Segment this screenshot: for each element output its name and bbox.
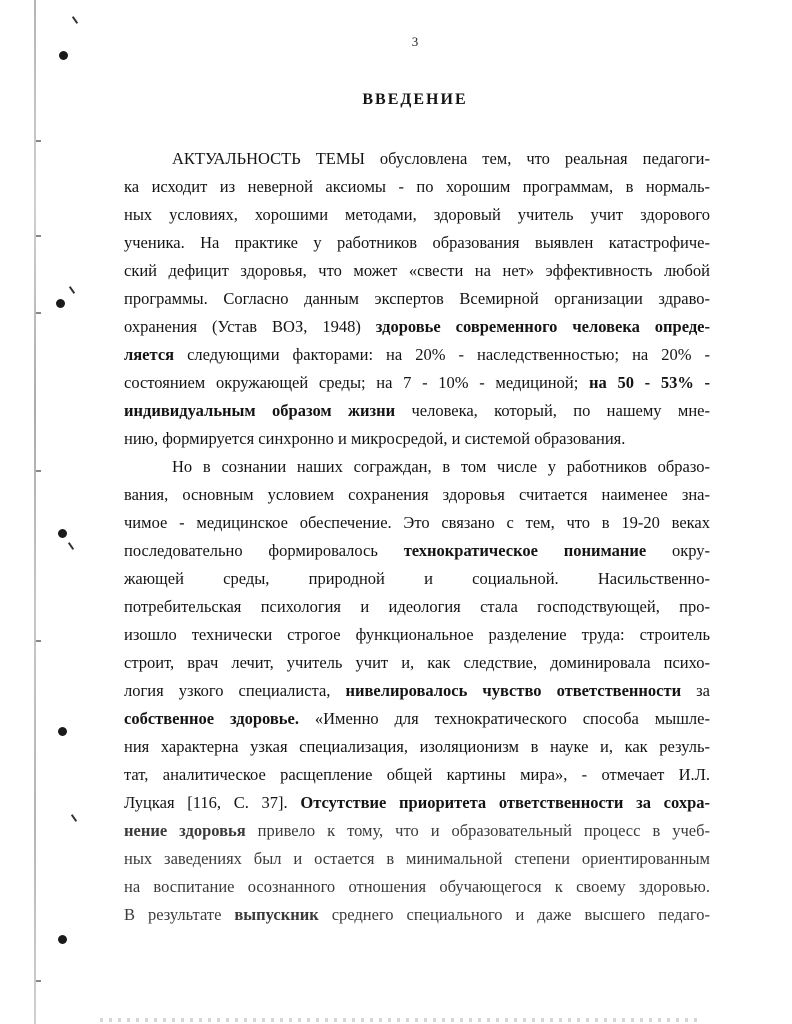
bold-phrase: нивелировалось чувство ответственности [345,681,682,700]
edge-mark [36,470,41,472]
text-line: строит, врач лечит, учитель учит и, как следствие, доминировала психо- [124,653,710,672]
text-line: вания, основным условием сохранения здоровья считается наименее зна- [124,485,710,504]
scan-artifact [100,1018,700,1022]
text-line: АКТУАЛЬНОСТЬ ТЕМЫ обусловлена тем, что реальная педагоги- [172,149,710,168]
punch-hole-mark [59,51,68,60]
text-line: чимое - медицинское обеспечение. Это связано с тем, что в 19-20 веках [124,513,710,532]
text-line: изошло технически строгое функциональное разделение труда: строитель [124,625,710,644]
bold-phrase: нение здоровья [124,821,246,840]
text-line: собственное здоровье. «Именно для технократического способа мышле- [124,709,710,728]
text-line: Но в сознании наших сограждан, в том числе у работников образо- [172,457,710,476]
edge-mark [36,140,41,142]
text-line: Луцкая [116, С. 37]. Отсутствие приоритета ответственности за сохра- [124,793,710,812]
section-heading: ВВЕДЕНИЕ [362,91,468,108]
text-line: ученика. На практике у работников образования выявлен катастрофиче- [124,233,710,252]
bold-phrase: выпускник [234,905,319,924]
punch-hole-mark [56,299,65,308]
text-line: ния характерна узкая специализация, изоляционизм в науке и, как резуль- [124,737,710,756]
text-line: состоянием окружающей среды; на 7 - 10% - медициной; на 50 - 53% - [124,373,710,392]
edge-mark [36,640,41,642]
text-line: индивидуальным образом жизни человека, который, по нашему мне- [124,401,710,420]
bold-phrase: технократическое понимание [403,541,647,560]
punch-hole-mark [58,529,67,538]
text-line: последовательно формировалось технократическое понимание окру- [124,541,710,560]
text-line: на воспитание осознанного отношения обучающегося к своему здоровью. [124,877,710,896]
bold-phrase: ляется [124,345,175,364]
text-line: ский дефицит здоровья, что может «свести на нет» эффективность любой [124,261,710,280]
text-line: В результате выпускник среднего специального и даже высшего педаго- [124,905,710,924]
bold-phrase: на 50 - 53% - [589,373,710,392]
bold-phrase: собственное здоровье. [124,709,299,728]
edge-mark [36,980,41,982]
text-line: ляется следующими факторами: на 20% - наследственностью; на 20% - [124,345,710,364]
page-number: 3 [411,34,419,49]
text-line: логия узкого специалиста, нивелировалось чувство ответственности за [124,681,710,700]
text-line: нение здоровья привело к тому, что и образовательный процесс в учеб- [124,821,710,840]
text-line: охранения (Устав ВОЗ, 1948) здоровье современного человека опреде- [124,317,710,336]
binding-edge [34,0,36,1024]
text-line: жающей среды, природной и социальной. Насильственно- [124,569,710,588]
text-line: ных условиях, хорошими методами, здоровый учитель учит здорового [124,205,710,224]
text-line: тат, аналитическое расщепление общей картины мира», - отмечает И.Л. [124,765,710,784]
text-line: потребительская психология и идеология стала господствующей, про- [124,597,710,616]
bold-phrase: здоровье современного человека опреде- [375,317,710,336]
text-line: ка исходит из неверной аксиомы - по хорошим программам, в нормаль- [124,177,710,196]
edge-mark [36,312,41,314]
punch-hole-mark [58,935,67,944]
edge-mark [36,235,41,237]
bold-phrase: индивидуальным образом жизни [124,401,396,420]
text-line: нию, формируется синхронно и микросредой, и системой образования. [124,429,626,448]
scan-speck [72,16,78,24]
text-line: программы. Согласно данным экспертов Всемирной организации здраво- [124,289,710,308]
scan-speck [68,542,74,550]
scan-speck [69,286,75,294]
text-line: ных заведениях был и остается в минимальной степени ориентированным [124,849,710,868]
punch-hole-mark [58,727,67,736]
scan-speck [71,814,77,822]
bold-phrase: Отсутствие приоритета ответственности за сохра- [300,793,710,812]
